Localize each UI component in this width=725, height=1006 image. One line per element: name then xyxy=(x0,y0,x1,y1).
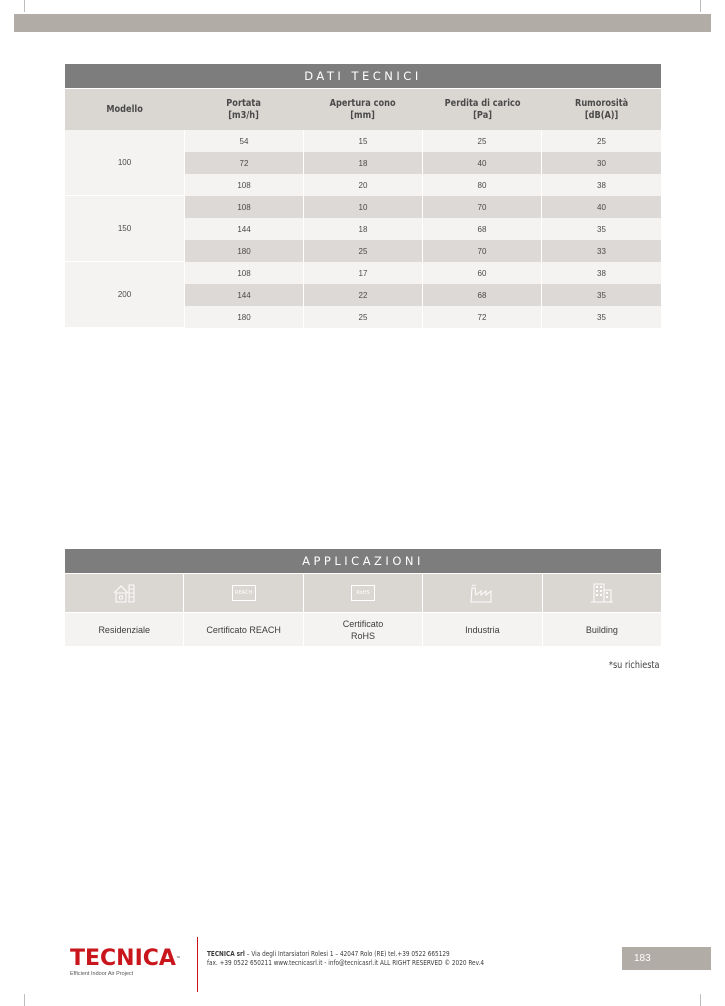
application-label: Certificato RoHS xyxy=(304,613,423,646)
header-perdita-di-carico: Perdita di carico [Pa] xyxy=(444,97,521,121)
header-modello: Modello xyxy=(106,103,143,115)
portata-cell: 180 xyxy=(185,306,304,328)
application-label: Building xyxy=(585,624,618,635)
portata-cell: 108 xyxy=(185,196,304,218)
model-cell: 200 xyxy=(65,262,184,328)
table-row xyxy=(185,262,661,284)
tech-table-header xyxy=(65,89,661,130)
applications-labels-row xyxy=(65,613,661,646)
portata-cell: 108 xyxy=(185,174,304,196)
perdita-cell: 70 xyxy=(423,196,542,218)
footer-line-2: fax. +39 0522 650211 www.tecnicasrl.it - info@tecnicasrl.it ALL RIGHT RESERVED © 2020 Rev.4 xyxy=(207,959,485,967)
logo-wordmark xyxy=(70,948,180,970)
footer-divider xyxy=(197,937,198,992)
model-group xyxy=(65,130,661,196)
model-cell: 150 xyxy=(65,196,184,262)
footer-contact xyxy=(207,950,484,968)
table-row xyxy=(185,218,661,240)
perdita-cell: 80 xyxy=(423,174,542,196)
footer-company: TECNICA srl xyxy=(207,950,245,958)
apertura-cell: 20 xyxy=(304,174,423,196)
table-row xyxy=(185,174,661,196)
tecnica-logo xyxy=(70,948,180,977)
application-label: Residenziale xyxy=(65,613,184,646)
apertura-cell: 22 xyxy=(304,284,423,306)
footer-line-1 xyxy=(207,950,484,959)
rohs-badge-icon: RoHS xyxy=(351,585,375,601)
page-number: 183 xyxy=(622,947,711,970)
crop-mark xyxy=(24,994,25,1006)
apertura-cell: 18 xyxy=(304,218,423,240)
perdita-cell: 68 xyxy=(423,284,542,306)
perdita-cell: 68 xyxy=(423,218,542,240)
applications-icons-row xyxy=(65,574,661,612)
tech-table-title: DATI TECNICI xyxy=(65,64,661,88)
rumorosita-cell: 30 xyxy=(597,158,606,168)
reach-badge-icon: REACH xyxy=(232,585,256,601)
header-rumorosita: Rumorosità [dB(A)] xyxy=(574,97,628,121)
portata-cell: 144 xyxy=(185,284,304,306)
on-request-note: *su richiesta xyxy=(609,660,660,671)
crop-mark xyxy=(700,0,701,12)
portata-cell: 72 xyxy=(185,152,304,174)
application-icon-cell xyxy=(65,574,184,612)
portata-cell: 108 xyxy=(185,262,304,284)
building-icon xyxy=(590,582,614,604)
table-row xyxy=(185,306,661,328)
applications-title: APPLICAZIONI xyxy=(65,549,661,573)
header-portata: Portata [m3/h] xyxy=(226,97,262,121)
model-group xyxy=(65,196,661,262)
header-apertura-cono: Apertura cono [mm] xyxy=(329,97,396,121)
logo-brand-text: TECNICA xyxy=(70,946,176,971)
application-icon-cell xyxy=(423,574,542,612)
table-row xyxy=(185,196,661,218)
portata-cell: 144 xyxy=(185,218,304,240)
logo-tagline: Efficient Indoor Air Project xyxy=(70,971,134,977)
apertura-cell: 15 xyxy=(304,130,423,152)
house-icon xyxy=(112,582,136,604)
application-icon-cell xyxy=(304,574,423,612)
perdita-cell: 40 xyxy=(423,152,542,174)
tech-table-body xyxy=(65,130,661,328)
perdita-cell: 72 xyxy=(423,306,542,328)
rumorosita-cell: 35 xyxy=(597,290,606,300)
rumorosita-cell: 25 xyxy=(597,136,606,146)
model-cell: 100 xyxy=(65,130,184,196)
portata-cell: 54 xyxy=(185,130,304,152)
perdita-cell: 60 xyxy=(423,262,542,284)
table-row xyxy=(185,152,661,174)
model-group xyxy=(65,262,661,328)
rumorosita-cell: 35 xyxy=(597,312,606,322)
perdita-cell: 70 xyxy=(423,240,542,262)
rumorosita-cell: 38 xyxy=(597,180,606,190)
logo-trademark: ™ xyxy=(175,956,181,962)
apertura-cell: 18 xyxy=(304,152,423,174)
application-icon-cell xyxy=(543,574,661,612)
rumorosita-cell: 38 xyxy=(597,268,606,278)
apertura-cell: 25 xyxy=(304,240,423,262)
factory-icon xyxy=(469,583,495,603)
perdita-cell: 25 xyxy=(423,130,542,152)
crop-mark xyxy=(24,0,25,12)
top-decorative-bar xyxy=(14,14,711,32)
application-label: Certificato REACH xyxy=(184,613,303,646)
crop-mark xyxy=(700,994,701,1006)
rumorosita-cell: 35 xyxy=(597,224,606,234)
footer-address: – Via degli Intarsiatori Rolesi 1 – 42047 Rolo (RE) tel.+39 0522 665129 xyxy=(244,950,450,958)
rumorosita-cell: 33 xyxy=(597,246,606,256)
apertura-cell: 17 xyxy=(304,262,423,284)
table-row xyxy=(185,284,661,306)
rumorosita-cell: 40 xyxy=(597,202,606,212)
application-icon-cell xyxy=(184,574,303,612)
apertura-cell: 25 xyxy=(304,306,423,328)
apertura-cell: 10 xyxy=(304,196,423,218)
portata-cell: 180 xyxy=(185,240,304,262)
table-row xyxy=(185,130,661,152)
table-row xyxy=(185,240,661,262)
application-label: Industria xyxy=(423,613,542,646)
